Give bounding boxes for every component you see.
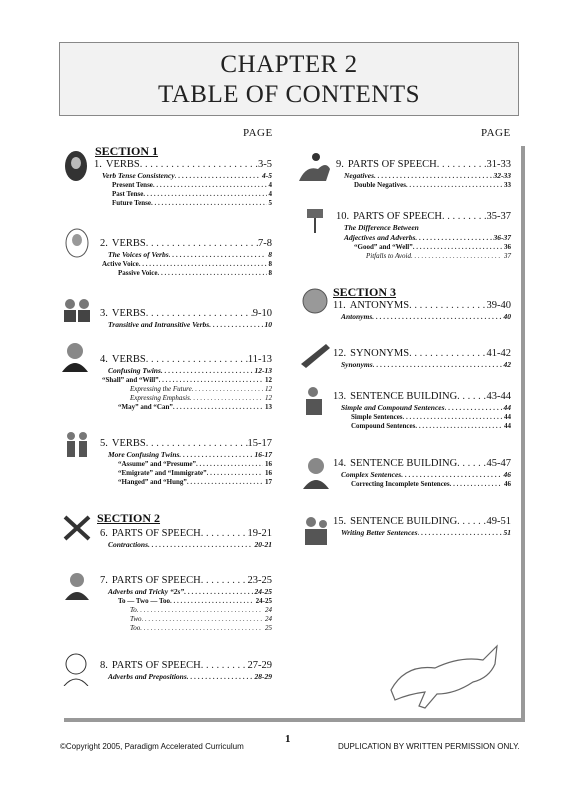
toc-entry-9	[336, 158, 511, 190]
entry-title: SYNONYMS	[350, 348, 410, 359]
toc-entry-12	[333, 347, 511, 370]
sub-entry-pages: 16-17	[254, 450, 272, 459]
leader-dots	[190, 394, 263, 403]
leader-dots	[413, 243, 502, 252]
sub-entry-title: Expressing Emphasis	[130, 394, 190, 402]
sub-entry	[100, 606, 272, 615]
toc-entry-13	[333, 390, 511, 431]
portrait-woman-2-icon	[300, 455, 332, 489]
page-number: 1	[285, 733, 291, 745]
entry-pages: 35-37	[486, 211, 511, 222]
sub-entry-pages: 36-37	[493, 233, 511, 242]
sub-entry-pages: 32-33	[493, 171, 511, 180]
leader-dots	[201, 527, 248, 540]
horse-rider-icon	[296, 151, 332, 185]
entry-number: 5.	[100, 438, 108, 449]
toc-entry-14	[333, 457, 511, 489]
leader-dots	[143, 190, 266, 199]
sub-entry-pages: 12	[265, 394, 272, 402]
entry-number: 1.	[94, 159, 102, 170]
entry-pages: 43-44	[486, 391, 511, 402]
sub-entry	[336, 243, 511, 252]
leader-dots	[140, 624, 263, 633]
leader-dots	[159, 376, 263, 385]
entry-pages: 19-21	[247, 528, 272, 539]
toc-entry-6	[100, 527, 272, 550]
entry-title: PARTS OF SPEECH	[111, 575, 201, 586]
sub-entry	[333, 480, 511, 489]
entry-title: SENTENCE BUILDING	[350, 391, 458, 402]
sub-entry-title: Verb Tense Consistency	[102, 171, 175, 180]
entry-title: PARTS OF SPEECH	[353, 211, 442, 222]
chapter-title-box	[59, 42, 519, 116]
sub-entry	[94, 199, 272, 208]
entry-number: 11.	[333, 300, 346, 311]
sub-entry-pages: 24-25	[255, 597, 272, 605]
leader-dots	[169, 250, 267, 260]
leader-dots	[450, 480, 502, 489]
sub-entry	[100, 615, 272, 624]
leader-dots	[442, 210, 487, 223]
leader-dots	[146, 307, 253, 320]
running-wolf-icon	[385, 634, 505, 714]
leader-dots	[373, 360, 502, 370]
sub-entry-title: Adverbs and Tricky “2s”	[108, 587, 185, 596]
figures-group-icon	[301, 515, 331, 547]
entry-number: 3.	[100, 308, 108, 319]
sub-entry-pages: 46	[504, 480, 511, 488]
entry-title: PARTS OF SPEECH	[111, 660, 201, 671]
sub-entry-pages: 10	[264, 320, 272, 329]
toc-entry-2	[100, 237, 272, 278]
toc-entry-1	[94, 158, 272, 208]
sub-entry	[333, 312, 511, 322]
leader-dots	[411, 252, 502, 261]
sub-entry	[100, 366, 272, 376]
sub-entry-pages: 46	[503, 470, 511, 479]
two-figures-icon	[61, 296, 93, 324]
sub-entry-title: Present Tense	[112, 181, 153, 189]
sub-entry-title: To	[130, 606, 137, 614]
sub-entry-pages: 5	[268, 199, 272, 207]
portrait-man-icon	[60, 340, 90, 372]
sub-entry-title: Antonyms	[341, 312, 373, 321]
sub-entry	[336, 171, 511, 181]
page-label-right: PAGE	[481, 127, 511, 139]
sub-entry	[100, 587, 272, 597]
sub-entry-pages: 37	[504, 252, 511, 260]
leader-dots	[209, 320, 262, 330]
leader-dots	[196, 460, 263, 469]
entry-title: VERBS	[111, 438, 146, 449]
sub-entry	[336, 223, 511, 233]
sub-entry-pages: 44	[504, 422, 511, 430]
leader-dots	[157, 269, 266, 278]
entry-pages: 11-13	[247, 354, 272, 365]
sub-entry-pages: 17	[265, 478, 272, 486]
leader-dots	[406, 181, 502, 190]
sub-entry-title: The Difference Between	[344, 223, 419, 232]
sub-entry-title: Two	[130, 615, 142, 623]
sub-entry-pages: 40	[503, 312, 511, 321]
leader-dots	[187, 672, 253, 682]
entry-pages: 23-25	[247, 575, 272, 586]
entry-title: VERBS	[111, 238, 146, 249]
sub-entry	[100, 672, 272, 682]
leader-dots	[457, 457, 486, 470]
leader-dots	[409, 347, 486, 360]
toc-entry-8	[100, 659, 272, 682]
sub-entry-title: Writing Better Sentences	[341, 528, 418, 537]
entry-title: PARTS OF SPEECH	[347, 159, 437, 170]
leader-dots	[415, 233, 491, 243]
sub-entry-pages: 12	[265, 385, 272, 393]
sub-entry	[333, 422, 511, 431]
sub-entry-pages: 51	[503, 528, 511, 537]
entry-number: 14.	[333, 458, 347, 469]
entry-title: PARTS OF SPEECH	[111, 528, 201, 539]
caricature-icon	[60, 650, 92, 686]
sub-entry-pages: 16	[265, 460, 272, 468]
entry-number: 15.	[333, 516, 347, 527]
baseball-glove-icon	[301, 287, 329, 315]
section-3-heading: SECTION 3	[333, 285, 397, 299]
tools-icon	[61, 513, 93, 543]
leader-dots	[372, 312, 501, 322]
sub-entry-pages: 42	[503, 360, 511, 369]
workers-icon	[63, 430, 91, 460]
sub-entry	[336, 233, 511, 243]
leader-dots	[184, 587, 252, 597]
sub-entry	[100, 450, 272, 460]
sub-entry-title: Past Tense	[112, 190, 144, 198]
sub-entry	[100, 624, 272, 633]
entry-title: VERBS	[111, 308, 146, 319]
sub-entry-title: “Shall” and “Will”	[102, 376, 159, 384]
leader-dots	[201, 659, 248, 672]
leader-dots	[179, 450, 252, 460]
sub-entry-pages: 33	[504, 181, 511, 189]
sub-entry-pages: 28-29	[254, 672, 272, 681]
entry-pages: 45-47	[486, 458, 511, 469]
leader-dots	[437, 158, 487, 171]
sub-entry	[100, 469, 272, 478]
sub-entry	[94, 190, 272, 199]
sub-entry	[333, 360, 511, 370]
leader-dots	[146, 437, 248, 450]
sub-entry-title: Too	[130, 624, 141, 632]
leader-dots	[153, 181, 267, 190]
sub-entry	[100, 260, 272, 269]
sub-entry-title: Passive Voice	[118, 269, 158, 277]
toc-entry-15	[333, 515, 511, 538]
sub-entry	[333, 403, 511, 413]
leader-dots	[146, 237, 258, 250]
pen-icon	[298, 340, 332, 368]
sub-entry-title: Transitive and Intransitive Verbs	[108, 320, 210, 329]
entry-number: 6.	[100, 528, 108, 539]
toc-entry-4	[100, 353, 272, 412]
entry-title: ANTONYMS	[349, 300, 410, 311]
toc-entry-5	[100, 437, 272, 487]
entry-pages: 7-8	[258, 238, 272, 249]
sub-entry-pages: 24	[265, 615, 272, 623]
sub-entry	[94, 181, 272, 190]
sub-entry-pages: 8	[268, 269, 272, 277]
portrait-man-2-icon	[63, 570, 91, 600]
toc-heading: TABLE OF CONTENTS	[157, 81, 421, 108]
leader-dots	[146, 353, 248, 366]
sub-entry-pages: 24-25	[254, 587, 272, 596]
leader-dots	[151, 199, 267, 208]
sub-entry-title: Future Tense	[112, 199, 151, 207]
sub-entry	[94, 171, 272, 181]
sub-entry	[100, 394, 272, 403]
leader-dots	[161, 366, 253, 376]
sub-entry-title: “Hanged” and “Hung”	[118, 478, 187, 486]
entry-pages: 9-10	[252, 308, 272, 319]
sub-entry-title: Complex Sentences	[341, 470, 402, 479]
sub-entry-title: More Confusing Twins	[108, 450, 180, 459]
sub-entry-pages: 12-13	[254, 366, 272, 375]
sub-entry-title: The Voices of Verbs	[108, 250, 169, 259]
leader-dots	[192, 385, 263, 394]
section-2-heading: SECTION 2	[97, 511, 161, 525]
leader-dots	[418, 528, 502, 538]
sub-entry-pages: 36	[504, 243, 511, 251]
entry-number: 7.	[100, 575, 108, 586]
sub-entry	[100, 478, 272, 487]
leader-dots	[445, 403, 502, 413]
sub-entry-pages: 25	[265, 624, 272, 632]
sub-entry	[336, 252, 511, 261]
sub-entry-title: Active Voice	[102, 260, 139, 268]
sub-entry-pages: 13	[265, 403, 272, 411]
leader-dots	[207, 469, 263, 478]
sub-entry-pages: 8	[268, 260, 272, 268]
entry-number: 8.	[100, 660, 108, 671]
sub-entry-title: Compound Sentences	[351, 422, 416, 430]
leader-dots	[201, 574, 248, 587]
entry-number: 9.	[336, 159, 344, 170]
toc-entry-7	[100, 574, 272, 633]
sign-post-icon	[306, 208, 324, 234]
portrait-woman-icon	[64, 228, 90, 258]
leader-dots	[374, 171, 492, 181]
entry-title: SENTENCE BUILDING	[350, 458, 458, 469]
sub-entry-title: “Emigrate” and “Immigrate”	[118, 469, 207, 477]
leader-dots	[401, 470, 501, 480]
toc-entry-11	[333, 299, 511, 322]
entry-title: VERBS	[105, 159, 140, 170]
sub-entry-title: Simple Sentences	[351, 413, 403, 421]
footer-copyright: ©Copyright 2005, Paradigm Accelerated Curriculum	[60, 742, 244, 751]
sub-entry	[333, 470, 511, 480]
entry-pages: 31-33	[486, 159, 511, 170]
leader-dots	[142, 615, 263, 624]
sub-entry-title: “May” and “Can”	[118, 403, 173, 411]
sub-entry	[336, 181, 511, 190]
page-label-left: PAGE	[243, 127, 273, 139]
leader-dots	[457, 390, 486, 403]
sub-entry-pages: 44	[503, 403, 511, 412]
sub-entry	[100, 540, 272, 550]
sub-entry	[100, 385, 272, 394]
entry-pages: 27-29	[247, 660, 272, 671]
toc-entry-3	[100, 307, 272, 330]
leader-dots	[175, 171, 260, 181]
sub-entry-title: Simple and Compound Sentences	[341, 403, 445, 412]
writer-at-desk-icon	[303, 385, 327, 417]
leader-dots	[140, 158, 258, 171]
sub-entry-pages: 44	[504, 413, 511, 421]
entry-pages: 3-5	[258, 159, 272, 170]
sub-entry-title: “Assume” and “Presume”	[118, 460, 197, 468]
entry-number: 2.	[100, 238, 108, 249]
sub-entry	[100, 403, 272, 412]
sub-entry-pages: 8	[268, 250, 272, 259]
entry-title: SENTENCE BUILDING	[350, 516, 458, 527]
sub-entry-title: Negatives	[344, 171, 374, 180]
sub-entry-pages: 20-21	[254, 540, 272, 549]
leader-dots	[415, 422, 502, 431]
sub-entry-pages: 12	[265, 376, 272, 384]
leader-dots	[137, 606, 263, 615]
sub-entry	[100, 376, 272, 385]
sub-entry-pages: 4-5	[262, 171, 272, 180]
leader-dots	[139, 260, 267, 269]
leader-dots	[173, 403, 263, 412]
sub-entry-title: To — Two — Too	[118, 597, 171, 605]
sub-entry-title: Contractions	[108, 540, 149, 549]
sub-entry-pages: 4	[268, 181, 272, 189]
sub-entry-title: Expressing the Future	[130, 385, 192, 393]
sub-entry-title: Confusing Twins	[108, 366, 161, 375]
sub-entry-title: Correcting Incomplete Sentences	[351, 480, 450, 488]
entry-number: 12.	[333, 348, 347, 359]
entry-pages: 39-40	[486, 300, 511, 311]
sub-entry	[333, 413, 511, 422]
entry-pages: 41-42	[486, 348, 511, 359]
leader-dots	[170, 597, 254, 606]
leader-dots	[187, 478, 263, 487]
sub-entry-title: Double Negatives	[354, 181, 406, 189]
chapter-heading: CHAPTER 2	[220, 51, 358, 78]
sub-entry-pages: 4	[268, 190, 272, 198]
toc-entry-10	[336, 210, 511, 261]
sub-entry	[100, 320, 272, 330]
sub-entry-title: Synonyms	[341, 360, 373, 369]
leader-dots	[409, 299, 486, 312]
entry-pages: 49-51	[486, 516, 511, 527]
sub-entry-title: Pitfalls to Avoid	[366, 252, 411, 260]
sub-entry	[100, 597, 272, 606]
entry-pages: 15-17	[247, 438, 272, 449]
sub-entry-title: Adverbs and Prepositions	[108, 672, 187, 681]
section-1-heading: SECTION 1	[95, 144, 159, 158]
sub-entry-title: “Good” and “Well”	[354, 243, 413, 251]
sub-entry-title: Adjectives and Adverbs	[344, 233, 416, 242]
entry-number: 4.	[100, 354, 108, 365]
sub-entry	[333, 528, 511, 538]
sub-entry-pages: 24	[265, 606, 272, 614]
sub-entry	[100, 269, 272, 278]
sub-entry	[100, 460, 272, 469]
footer-notice: DUPLICATION BY WRITTEN PERMISSION ONLY.	[338, 742, 520, 751]
entry-number: 13.	[333, 391, 347, 402]
leader-dots	[457, 515, 486, 528]
leader-dots	[403, 413, 502, 422]
sub-entry-pages: 16	[265, 469, 272, 477]
leader-dots	[148, 540, 252, 550]
sub-entry	[100, 250, 272, 260]
portrait-icon	[63, 150, 89, 182]
entry-number: 10.	[336, 211, 350, 222]
entry-title: VERBS	[111, 354, 146, 365]
